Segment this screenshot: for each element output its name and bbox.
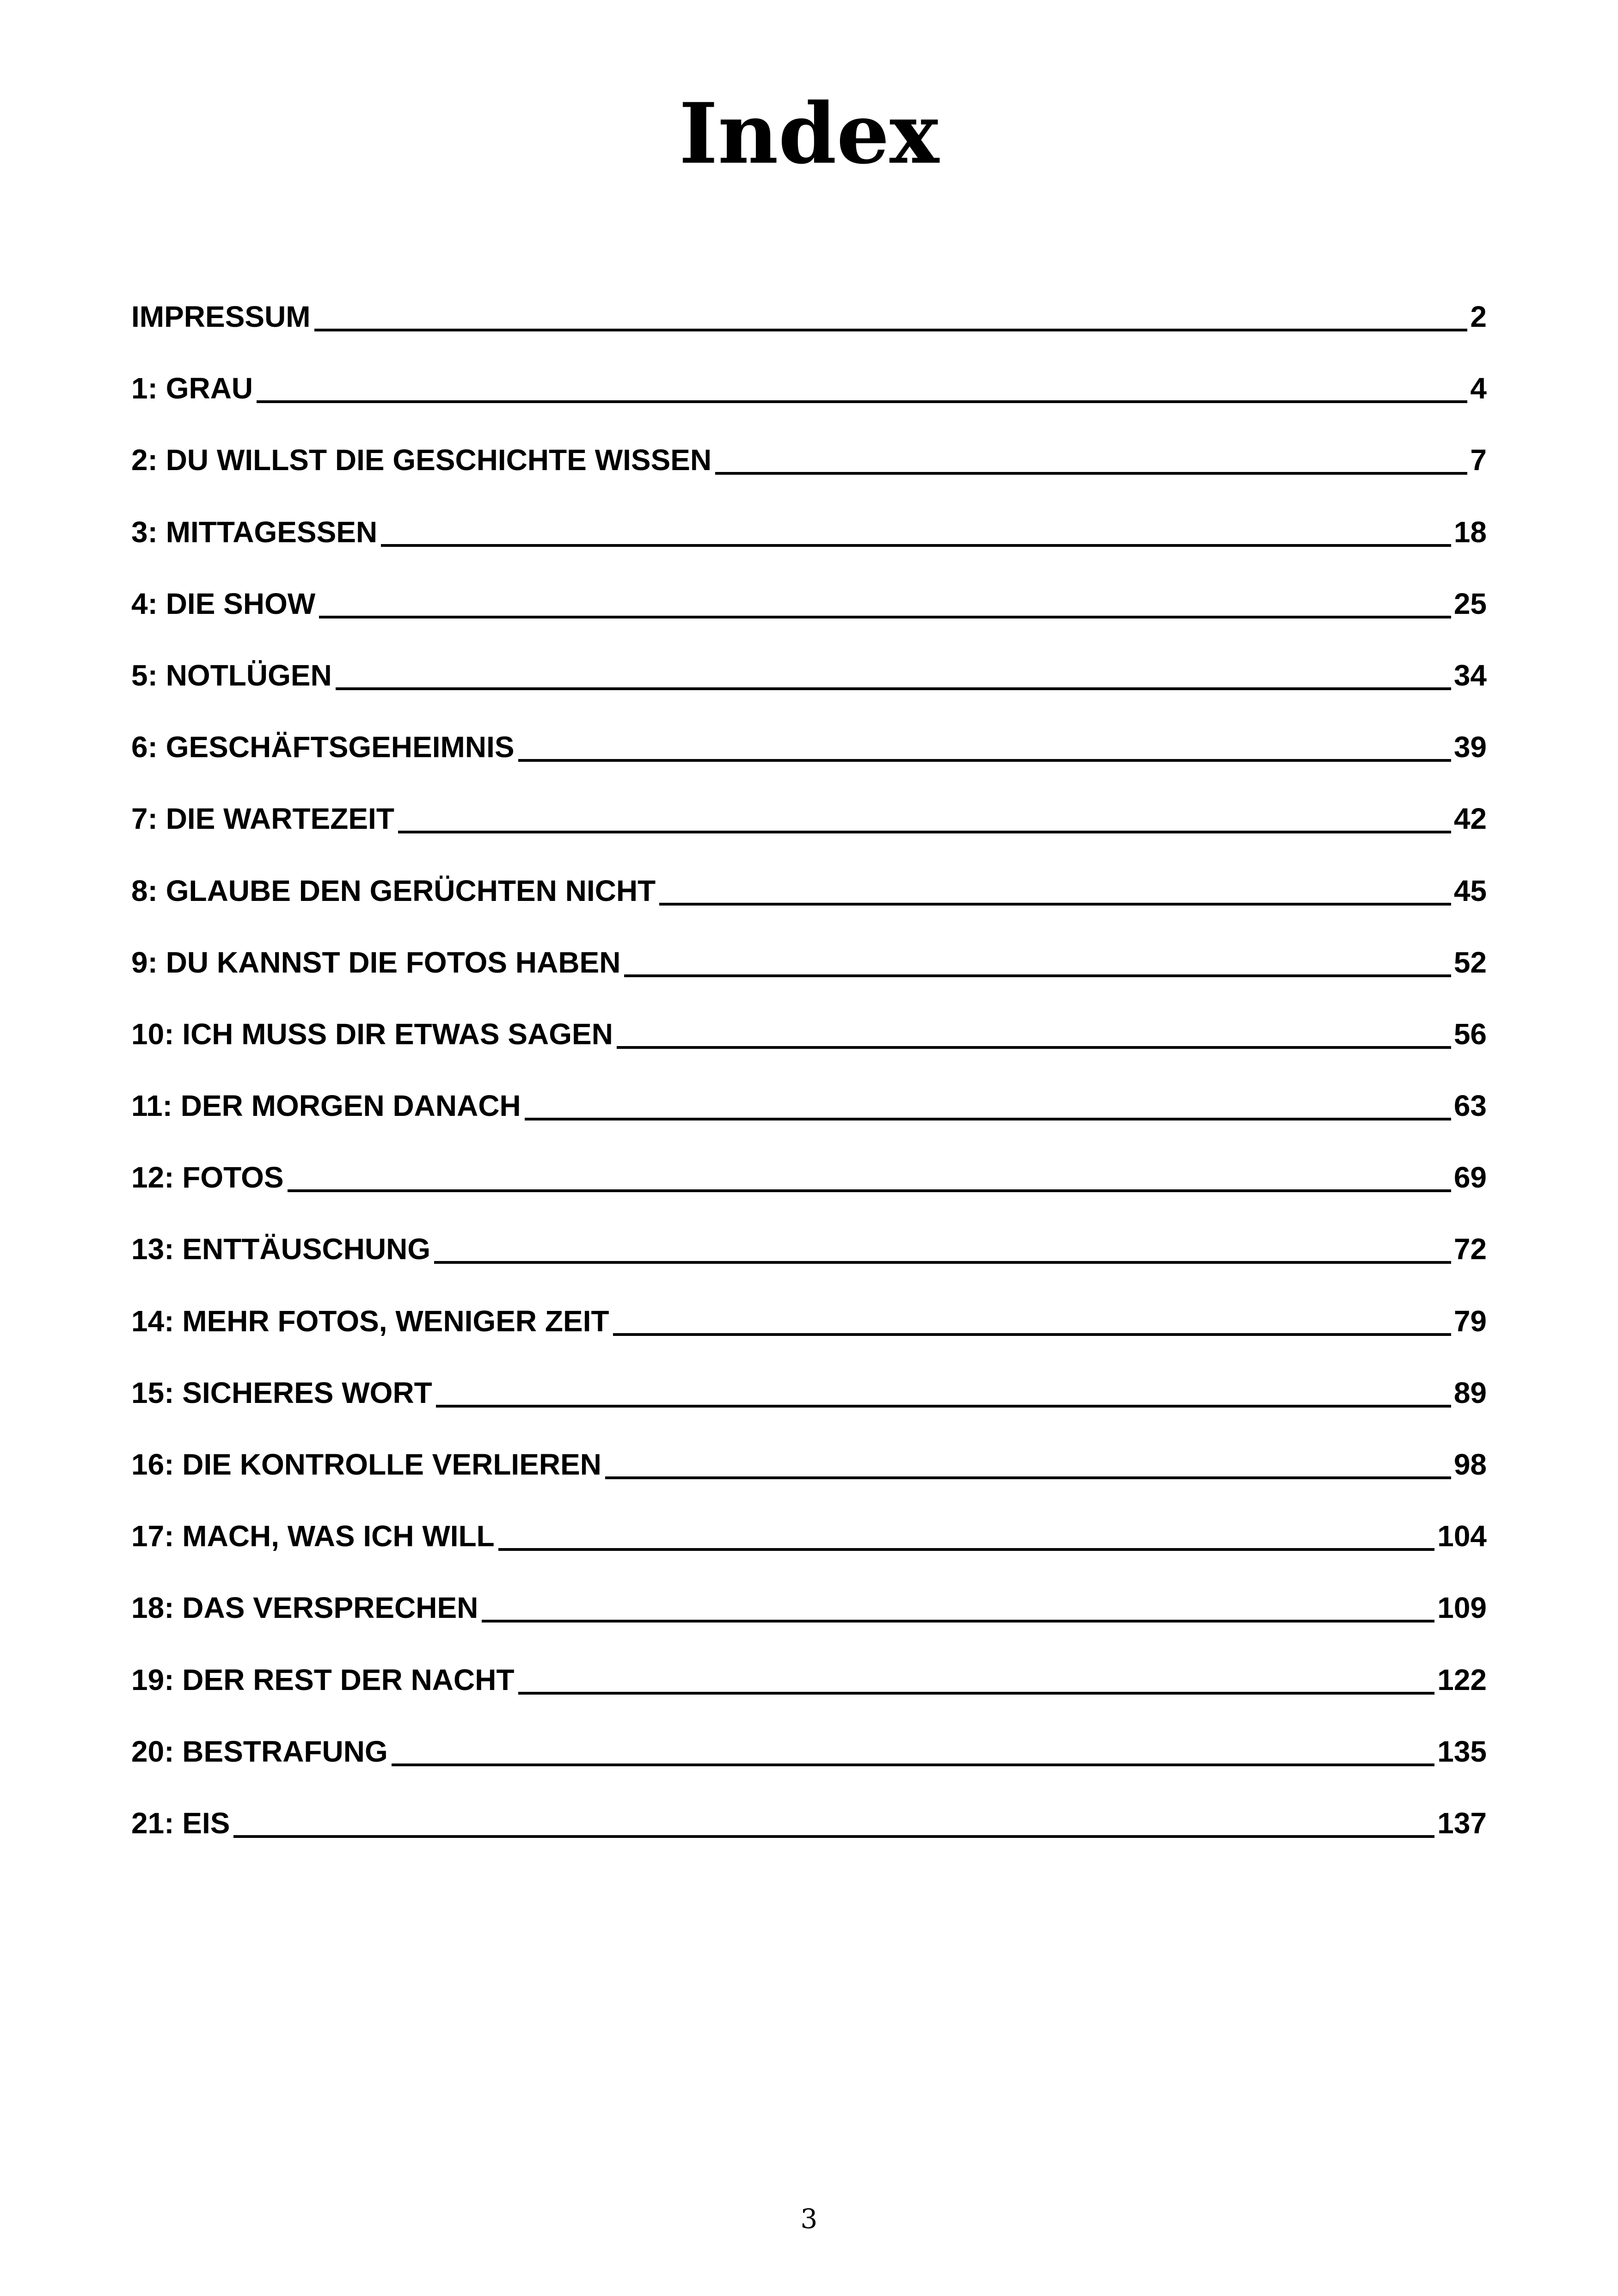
toc-entry-label: 18: DAS VERSPRECHEN [131, 1591, 478, 1625]
toc-entry-label: 1: GRAU [131, 372, 253, 405]
toc-entry-page: 39 [1453, 730, 1487, 764]
toc-entry[interactable] [131, 1795, 1487, 1867]
leader-line [605, 1476, 1451, 1479]
toc-entry-page: 79 [1453, 1304, 1487, 1338]
leader-line [392, 1763, 1435, 1766]
toc-entry[interactable] [131, 1724, 1487, 1795]
toc-entry[interactable] [131, 1006, 1487, 1078]
toc-entry-page: 89 [1453, 1376, 1487, 1409]
toc-entry[interactable] [131, 863, 1487, 935]
toc-entry-page: 122 [1437, 1663, 1487, 1696]
toc-entry-page: 98 [1453, 1448, 1487, 1481]
toc-entry[interactable] [131, 361, 1487, 432]
toc-entry[interactable] [131, 576, 1487, 648]
toc-entry[interactable] [131, 791, 1487, 863]
table-of-contents [131, 289, 1487, 1867]
toc-entry-page: 18 [1453, 515, 1487, 549]
toc-entry-label: 12: FOTOS [131, 1161, 284, 1194]
toc-entry-page: 56 [1453, 1017, 1487, 1051]
toc-entry[interactable] [131, 504, 1487, 576]
toc-entry-label: 11: DER MORGEN DANACH [131, 1089, 521, 1123]
toc-entry[interactable] [131, 719, 1487, 791]
page-title: Index [679, 85, 939, 183]
toc-entry-label: 20: BESTRAFUNG [131, 1734, 388, 1768]
toc-entry-label: 21: EIS [131, 1806, 230, 1840]
leader-line [613, 1333, 1451, 1336]
toc-entry-page: 7 [1470, 443, 1487, 477]
leader-line [381, 544, 1451, 547]
toc-entry-page: 45 [1453, 874, 1487, 907]
leader-line [288, 1189, 1451, 1192]
leader-line [518, 1692, 1435, 1695]
toc-entry[interactable] [131, 1437, 1487, 1508]
toc-entry-label: 7: DIE WARTEZEIT [131, 802, 394, 836]
toc-entry-label: 9: DU KANNST DIE FOTOS HABEN [131, 945, 621, 979]
toc-entry[interactable] [131, 1508, 1487, 1580]
toc-entry-page: 34 [1453, 658, 1487, 692]
toc-entry-label: 15: SICHERES WORT [131, 1376, 432, 1409]
toc-entry-label: 4: DIE SHOW [131, 587, 316, 620]
leader-line [314, 329, 1468, 331]
toc-entry[interactable] [131, 1580, 1487, 1652]
toc-entry-page: 104 [1437, 1519, 1487, 1553]
toc-entry-label: 17: MACH, WAS ICH WILL [131, 1519, 495, 1553]
toc-entry-label: 2: DU WILLST DIE GESCHICHTE WISSEN [131, 443, 712, 477]
toc-entry-label: 8: GLAUBE DEN GERÜCHTEN NICHT [131, 874, 656, 907]
leader-line [436, 1405, 1451, 1408]
leader-line [659, 903, 1451, 906]
leader-line [498, 1548, 1434, 1551]
leader-line [715, 472, 1467, 475]
toc-entry[interactable] [131, 648, 1487, 719]
toc-entry[interactable] [131, 935, 1487, 1006]
leader-line [434, 1261, 1451, 1264]
toc-entry-label: 6: GESCHÄFTSGEHEIMNIS [131, 730, 515, 764]
toc-entry[interactable] [131, 1078, 1487, 1150]
toc-entry-page: 109 [1437, 1591, 1487, 1625]
toc-entry-page: 69 [1453, 1161, 1487, 1194]
toc-entry-label: 5: NOTLÜGEN [131, 658, 332, 692]
toc-entry[interactable] [131, 1365, 1487, 1437]
leader-line [257, 400, 1467, 403]
leader-line [336, 687, 1451, 690]
leader-line [398, 831, 1451, 833]
toc-entry[interactable] [131, 289, 1487, 361]
toc-entry-label: IMPRESSUM [131, 300, 311, 333]
toc-entry-label: 14: MEHR FOTOS, WENIGER ZEIT [131, 1304, 609, 1338]
toc-entry[interactable] [131, 1293, 1487, 1365]
toc-entry-label: 16: DIE KONTROLLE VERLIEREN [131, 1448, 601, 1481]
toc-entry-label: 19: DER REST DER NACHT [131, 1663, 515, 1696]
leader-line [518, 759, 1451, 762]
toc-entry-label: 13: ENTTÄUSCHUNG [131, 1232, 431, 1266]
toc-entry-page: 72 [1453, 1232, 1487, 1266]
toc-entry[interactable] [131, 1150, 1487, 1221]
toc-entry[interactable] [131, 1221, 1487, 1293]
toc-entry-page: 4 [1470, 372, 1487, 405]
leader-line [624, 974, 1451, 977]
toc-entry-page: 25 [1453, 587, 1487, 620]
leader-line [319, 616, 1451, 618]
toc-entry-page: 137 [1437, 1806, 1487, 1840]
toc-entry-page: 42 [1453, 802, 1487, 836]
toc-entry-page: 2 [1470, 300, 1487, 333]
toc-entry-page: 135 [1437, 1734, 1487, 1768]
toc-entry-page: 63 [1453, 1089, 1487, 1123]
toc-entry-label: 3: MITTAGESSEN [131, 515, 378, 549]
leader-line [482, 1620, 1434, 1623]
leader-line [233, 1835, 1434, 1838]
toc-entry-page: 52 [1453, 945, 1487, 979]
page-number: 3 [800, 2203, 818, 2235]
toc-entry[interactable] [131, 432, 1487, 504]
leader-line [617, 1046, 1451, 1049]
toc-entry[interactable] [131, 1652, 1487, 1724]
leader-line [525, 1118, 1451, 1120]
toc-entry-label: 10: ICH MUSS DIR ETWAS SAGEN [131, 1017, 613, 1051]
